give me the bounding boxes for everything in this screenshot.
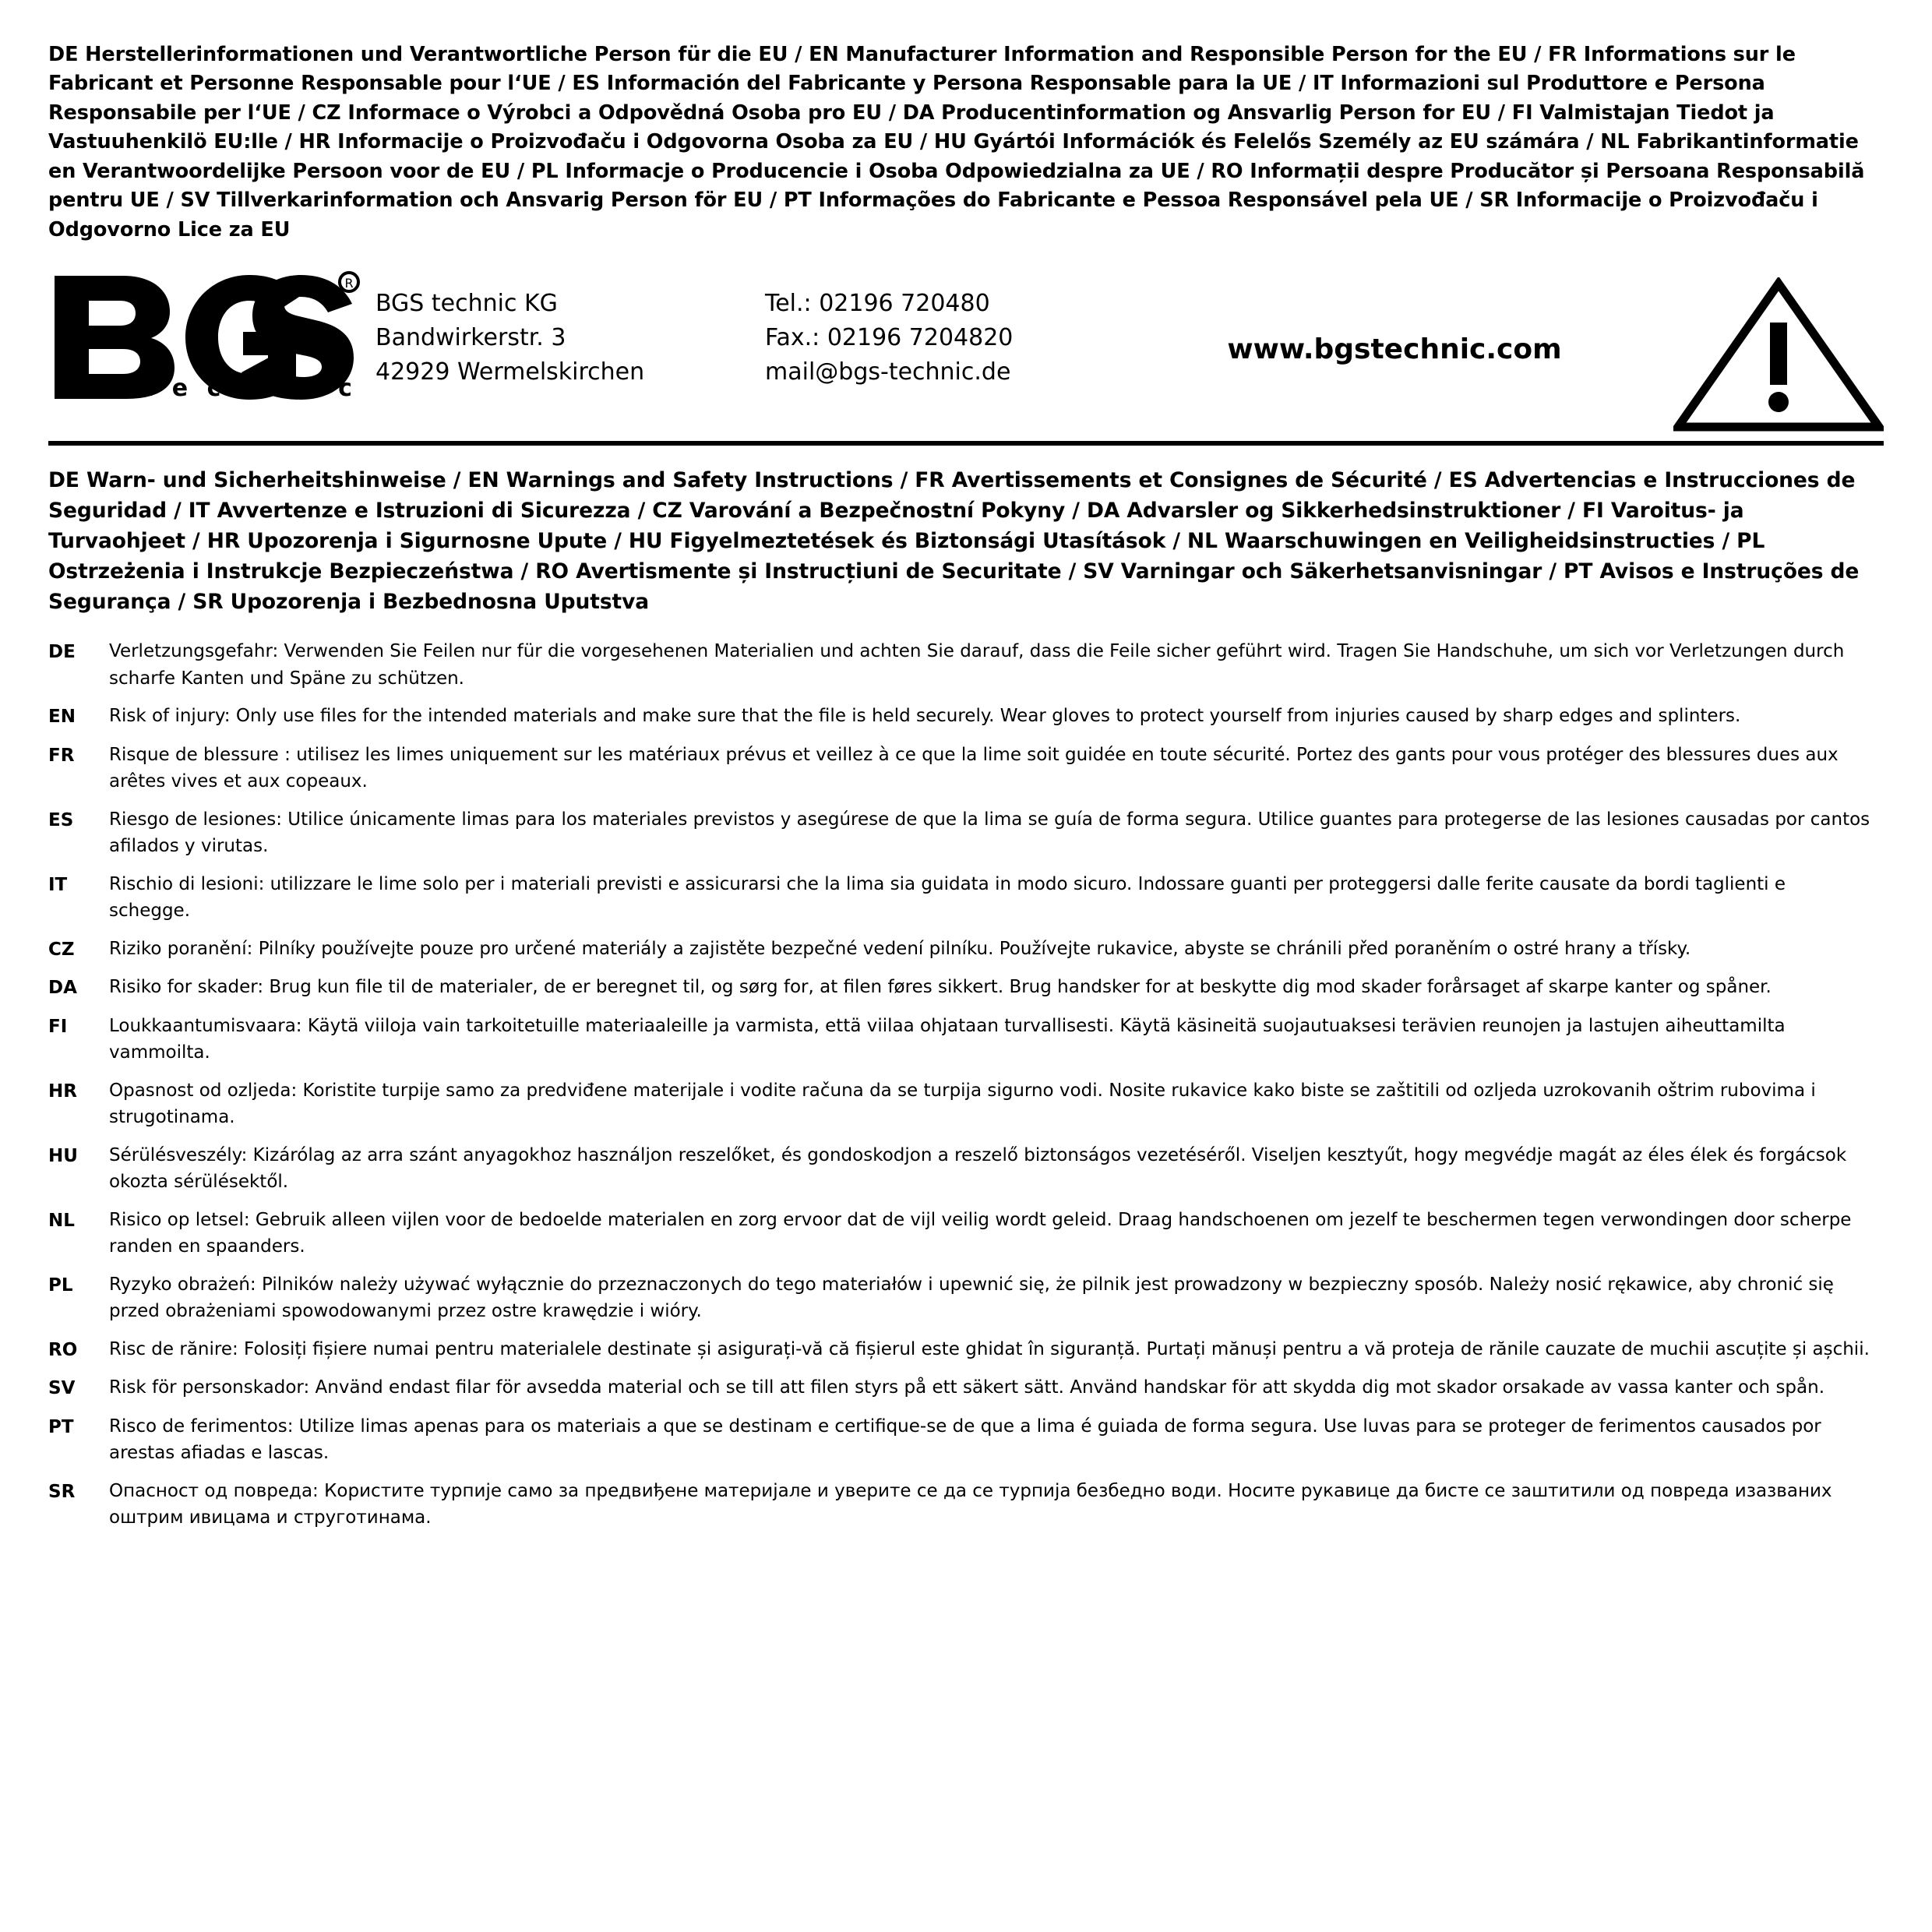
warning-text: Risk of injury: Only use files for the intended materials and make sure that the file is held securely. Wear gloves to protect yourself from injuries caused by sharp edges and splinters. xyxy=(109,706,1741,727)
warning-item-de xyxy=(48,638,1884,692)
language-code: RO xyxy=(48,1339,78,1360)
language-code: EN xyxy=(48,707,76,728)
warning-text: Loukkaantumisvaara: Käytä viiloja vain tarkoitetuille materiaaleille ja varmista, että viilaa ohjataan turvallisesti. Käytä käsineitä suojautuaksesi terävien reunojen ja lastujen aiheuttamilta vammoilta. xyxy=(109,1015,1786,1063)
warning-item-ro xyxy=(48,1336,1884,1364)
company-street: Bandwirkerstr. 3 xyxy=(375,324,566,352)
warning-item-pt xyxy=(48,1413,1884,1467)
company-address xyxy=(375,266,765,389)
warning-text: Опасност од повреда: Користите турпије само за предвиђене материјале и уверите се да се турпија безбедно води. Носите рукавице да бисте се заштитили од повреда изазваних оштрим ивицама и струготинама. xyxy=(109,1480,1832,1528)
warning-item-fi xyxy=(48,1013,1884,1066)
bgs-logo xyxy=(48,266,375,400)
warning-text: Verletzungsgefahr: Verwenden Sie Feilen nur für die vorgesehenen Materialien und achten Sie darauf, dass die Feile sicher geführt wird. Tragen Sie Handschuhe, um sich vor Verletzungen durch scharfe Kanten und Späne zu schützen. xyxy=(109,641,1845,689)
language-code: NL xyxy=(48,1210,75,1231)
warning-text: Risc de rănire: Folosiți fișiere numai pentru materialele destinate și asigurați-vă că fișierul este ghidat în siguranță. Purtați mănuși pentru a vă proteja de rănile cauzate de muchii ascuțite și așchii. xyxy=(109,1338,1870,1359)
warning-text: Risco de ferimentos: Utilize limas apenas para os materiais a que se destinam e certifique-se de que a lima é guiada de forma segura. Use luvas para se proteger de ferimentos causados por arestas afiadas e lascas. xyxy=(109,1416,1821,1464)
warning-item-da xyxy=(48,974,1884,1002)
warning-item-fr xyxy=(48,742,1884,795)
company-contact xyxy=(765,266,1131,389)
warnings-heading: DE Warn- und Sicherheitshinweise / EN Warnings and Safety Instructions / FR Avertissements et Consignes de Sécurité / ES Advertencias e Instrucciones de Seguridad / IT Avvertenze e Istruzioni di Sicurezza / CZ Varování a Bezpečnostní Pokyny / DA Advarsler og Sikkerhedsinstruktioner / FI Varoitus- ja Turvaohjeet / HR Upozorenja i Sigurnosne Upute / HU Figyelmeztetések és Biztonsági Utasítások / NL Waarschuwingen en Veiligheidsinstructies / PL Ostrzeżenia i Instrukcje Bezpieczeństwa / RO Avertismente și Instrucțiuni de Securitate / SV Varningar och Säkerhetsanvisningar / PT Avisos e Instruções de Segurança / SR Upozorenja i Bezbednosna Uputstva xyxy=(48,468,1860,615)
warning-item-pl xyxy=(48,1271,1884,1325)
language-code: DA xyxy=(48,978,77,999)
warning-item-sv xyxy=(48,1374,1884,1402)
warning-text: Risico op letsel: Gebruik alleen vijlen voor de bedoelde materialen en zorg ervoor dat de vijl veilig wordt geleid. Draag handschoenen om jezelf te beschermen tegen verwondingen door scherpe randen en spaanders. xyxy=(109,1209,1852,1257)
manufacturer-info-heading: DE Herstellerinformationen und Verantwortliche Person für die EU / EN Manufacturer Information and Responsible Person for the EU / FR Informations sur le Fabricant et Personne Responsable pour l‘UE / ES Información del Fabricante y Persona Responsable para la UE / IT Informazioni sul Produttore e Persona Responsabile per l‘UE / CZ Informace o Výrobci a Odpovědná Osoba pro EU / DA Producentinformation og Ansvarlig Person for EU / FI Valmistajan Tiedot ja Vastuuhenkilö EU:lle / HR Informacije o Proizvođaču i Odgovorna Osoba za EU / HU Gyártói Információk és Felelős Személy az EU számára / NL Fabrikantinformatie en Verantwoordelijke Persoon voor de EU / PL Informacje o Producencie i Osoba Odpowiedzialna za UE / RO Informații despre Producător și Persoana Responsabilă pentru UE / SV Tillverkarinformation och Ansvarig Person för EU / PT Informações do Fabricante e Pessoa Responsável pela UE / SR Informacije o Proizvođaču i Odgovorno Lice za EU xyxy=(48,43,1865,242)
warning-item-hr xyxy=(48,1077,1884,1131)
company-band xyxy=(48,256,1884,446)
company-mail[interactable]: mail@bgs-technic.de xyxy=(765,358,1011,386)
language-code: HR xyxy=(48,1081,77,1102)
warning-item-it xyxy=(48,871,1884,925)
warning-item-es xyxy=(48,806,1884,860)
warning-text: Opasnost od ozljeda: Koristite turpije samo za predviđene materijale i vodite računa da se turpija sigurno vodi. Nosite rukavice kako biste se zaštitili od ozljeda uzrokovanih oštrim rubovima i strugotinama. xyxy=(109,1080,1816,1128)
language-code: IT xyxy=(48,874,68,895)
warning-text: Risiko for skader: Brug kun file til de materialer, de er beregnet til, og sørg for, at filen føres sikkert. Brug handsker for at beskytte dig mod skader forårsaget af skarpe kanter og spåner. xyxy=(109,977,1772,998)
company-name: BGS technic KG xyxy=(375,290,558,318)
warning-item-cz xyxy=(48,936,1884,964)
language-code: PL xyxy=(48,1274,73,1296)
language-code: HU xyxy=(48,1145,78,1166)
company-tel: Tel.: 02196 720480 xyxy=(765,290,990,318)
company-city: 42929 Wermelskirchen xyxy=(375,358,645,386)
warning-item-nl xyxy=(48,1207,1884,1260)
warning-item-sr xyxy=(48,1478,1884,1532)
language-code: DE xyxy=(48,642,76,663)
language-code: FI xyxy=(48,1016,68,1037)
warning-list xyxy=(48,638,1884,1532)
svg-text:R: R xyxy=(344,276,354,291)
company-website[interactable]: www.bgstechnic.com xyxy=(1227,333,1562,366)
warning-text: Ryzyko obrażeń: Pilników należy używać wyłącznie do przeznaczonych do tego materiałów i upewnić się, że pilnik jest prowadzony w bezpieczny sposób. Należy nosić rękawice, aby chronić się przed obrażeniami spowodowanymi przez ostre krawędzie i wióry. xyxy=(109,1274,1834,1322)
warning-text: Riesgo de lesiones: Utilice únicamente limas para los materiales previstos y asegúrese de que la lima se guía de forma segura. Utilice guantes para protegerse de las lesiones causadas por cantos afilados y virutas. xyxy=(109,809,1870,857)
language-code: SR xyxy=(48,1481,76,1502)
warning-item-hu xyxy=(48,1142,1884,1196)
svg-text:t e c h n i c: t e c h n i c xyxy=(142,375,358,400)
language-code: SV xyxy=(48,1378,76,1399)
company-fax: Fax.: 02196 7204820 xyxy=(765,324,1014,352)
warning-text: Sérülésveszély: Kizárólag az arra szánt anyagokhoz használjon reszelőket, és gondoskodjon a reszelő biztonságos vezetéséről. Viseljen kesztyűt, hogy megvédje magát az éles élek és forgácsok okozta sérülésektől. xyxy=(109,1144,1847,1193)
warning-triangle xyxy=(1658,266,1884,433)
warning-text: Riziko poranění: Pilníky používejte pouze pro určené materiály a zajistěte bezpečné vedení pilníku. Používejte rukavice, abyste se chránili před poraněním o ostré hrany a třísky. xyxy=(109,938,1691,959)
language-code: FR xyxy=(48,745,75,766)
bgs-logo-svg xyxy=(48,271,360,400)
warning-text: Rischio di lesioni: utilizzare le lime solo per i materiali previsti e assicurarsi che la lima sia guidata in modo sicuro. Indossare guanti per proteggersi dalle ferite causate da bordi taglienti e schegge. xyxy=(109,873,1786,922)
warning-triangle-icon xyxy=(1673,277,1884,433)
warning-item-en xyxy=(48,703,1884,731)
language-code: CZ xyxy=(48,939,75,960)
warning-text: Risque de blessure : utilisez les limes uniquement sur les matériaux prévus et veillez à ce que la lime soit guidée en toute sécurité. Portez des gants pour vous protéger des blessures dues aux arêtes vives et aux copeaux. xyxy=(109,744,1839,792)
warning-text: Risk för personskador: Använd endast filar för avsedda material och se till att filen styrs på ett säkert sätt. Använd handskar för att skydda dig mot skador orsakade av vassa kanter och spån. xyxy=(109,1377,1825,1398)
language-code: ES xyxy=(48,809,74,830)
language-code: PT xyxy=(48,1416,74,1437)
